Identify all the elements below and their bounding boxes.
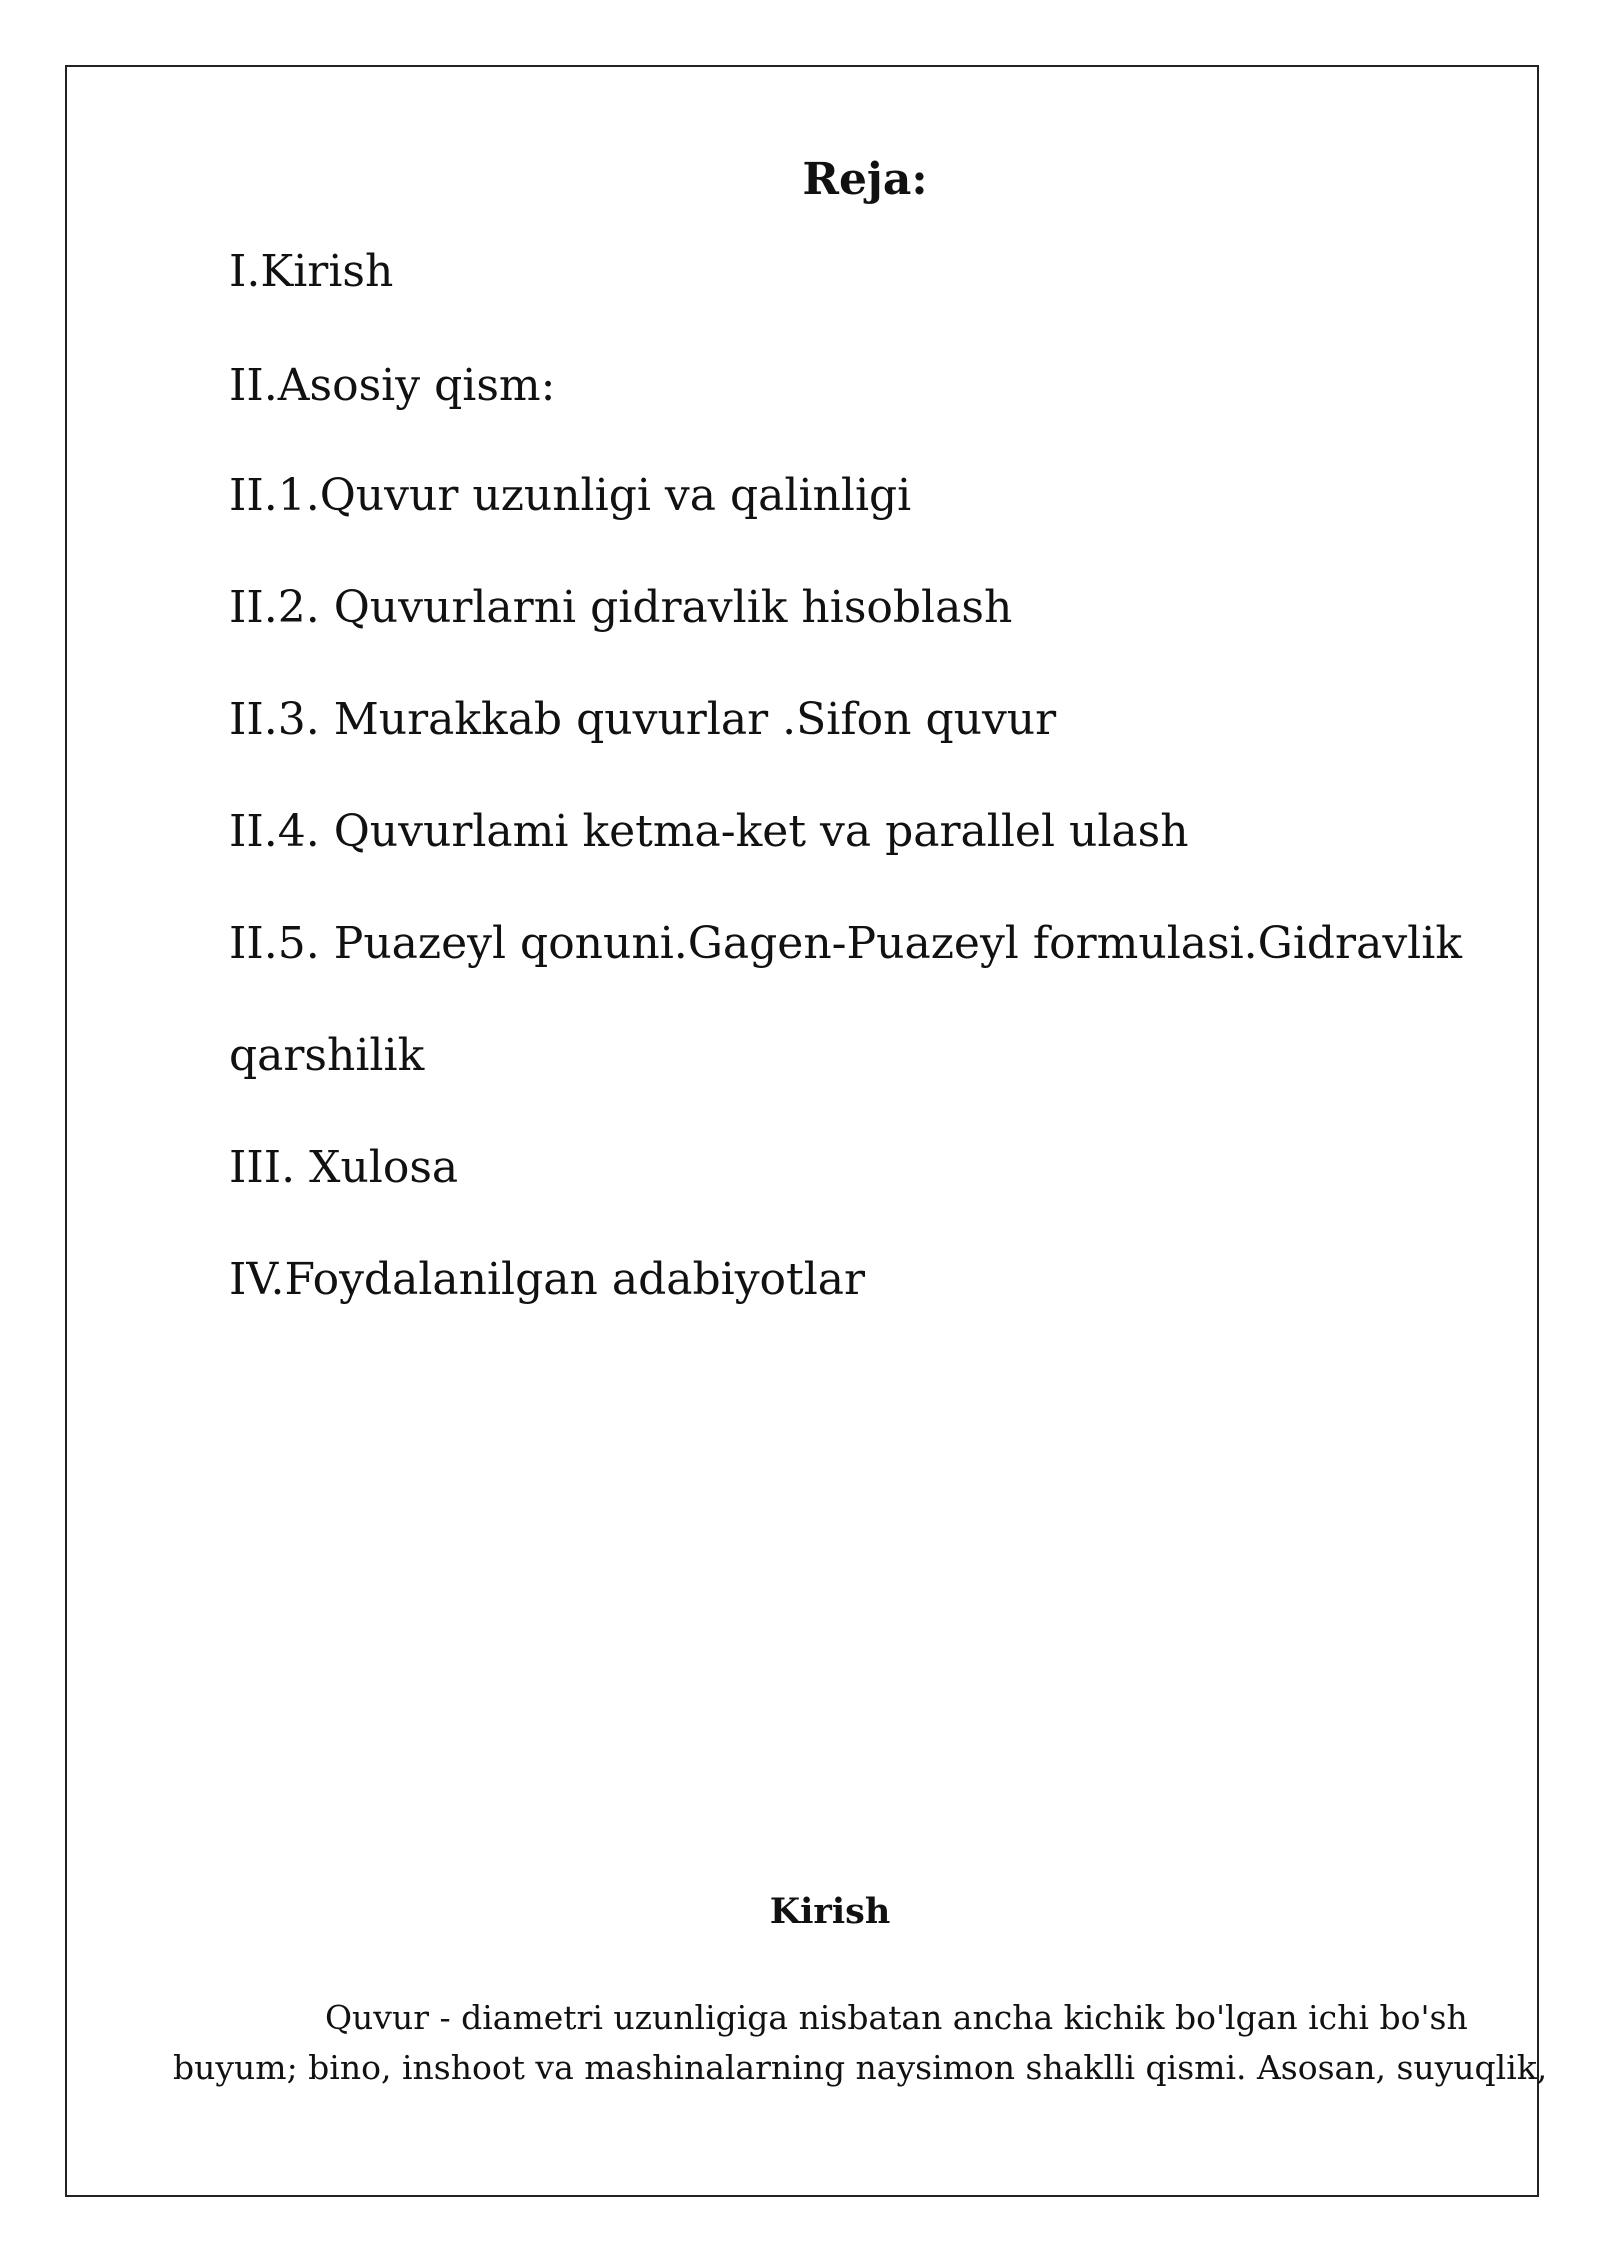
intro-title-text: Kirish xyxy=(769,1891,891,1932)
intro-paragraph-line: buyum; bino, inshoot va mashinalarning naysimon shaklli qismi. Asosan, suyuqlik, xyxy=(173,2048,1548,2087)
plan-title-text: Reja: xyxy=(802,154,928,205)
plan-item: II.Asosiy qism: xyxy=(229,360,556,411)
plan-item: II.1.Quvur uzunligi va qalinligi xyxy=(229,470,912,521)
plan-item: II.3. Murakkab quvurlar .Sifon quvur xyxy=(229,694,1057,745)
plan-item: IV.Foydalanilgan adabiyotlar xyxy=(229,1254,866,1305)
plan-item: II.2. Quvurlarni gidravlik hisoblash xyxy=(229,582,1013,633)
plan-item: I.Kirish xyxy=(229,246,394,297)
plan-item: II.5. Puazeyl qonuni.Gagen-Puazeyl formulasi.Gidravlik xyxy=(229,918,1462,969)
plan-title xyxy=(0,152,1600,208)
intro-title xyxy=(0,1890,1600,1934)
intro-paragraph-line: Quvur - diametri uzunligiga nisbatan ancha kichik bo'lgan ichi bo'sh xyxy=(325,1998,1468,2037)
plan-item: qarshilik xyxy=(229,1030,425,1081)
plan-item: III. Xulosa xyxy=(229,1142,459,1193)
plan-item: II.4. Quvurlami ketma-ket va parallel ulash xyxy=(229,806,1189,857)
